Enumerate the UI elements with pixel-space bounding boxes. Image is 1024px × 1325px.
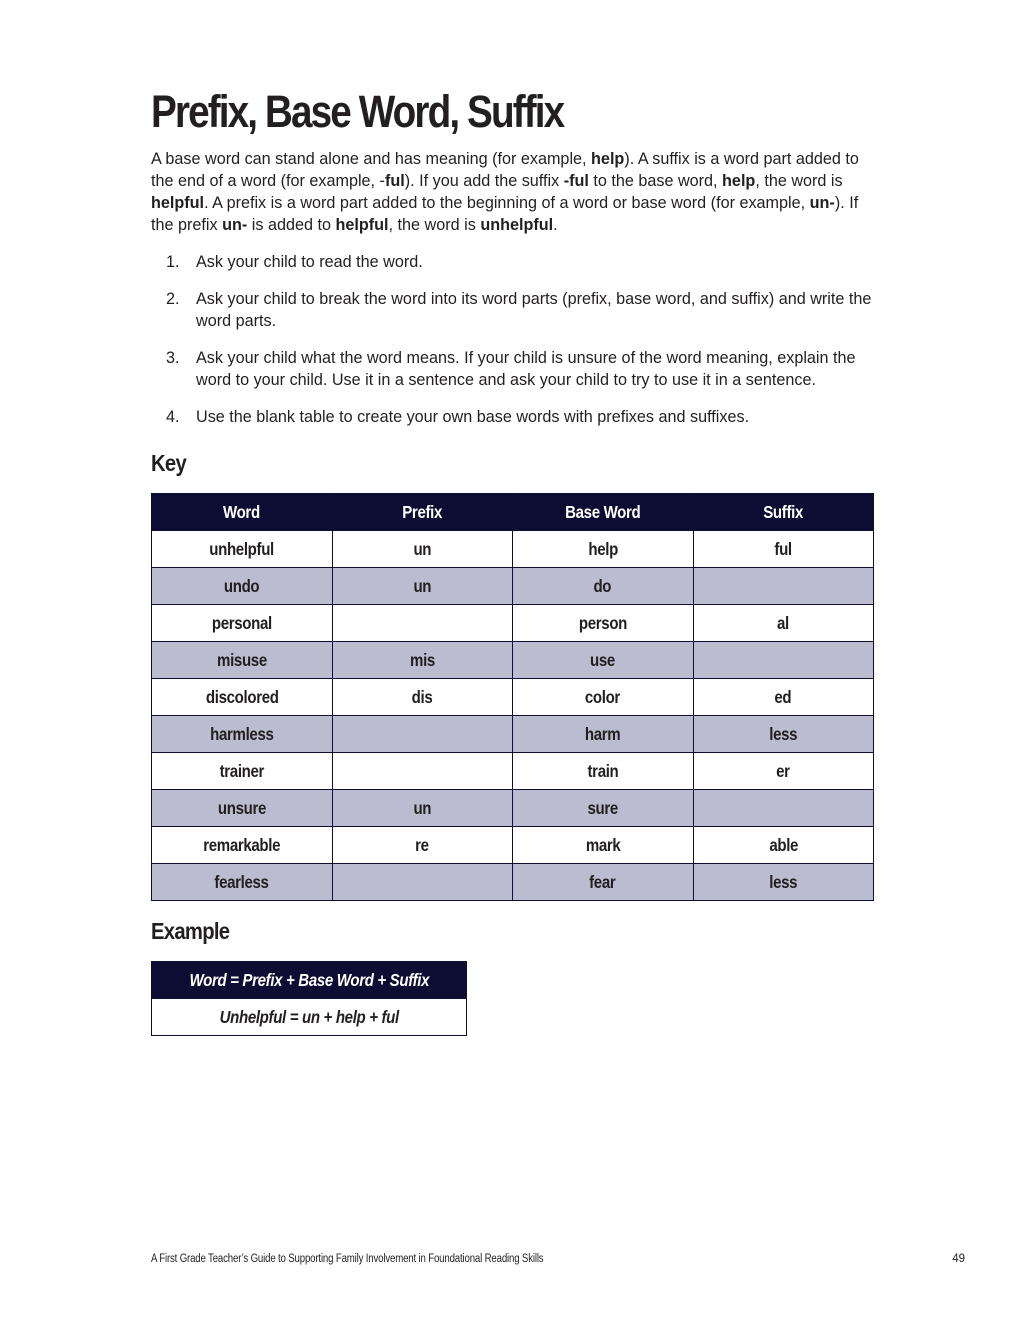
header-prefix	[332, 494, 513, 531]
table-row	[152, 753, 874, 790]
cell-prefix	[332, 605, 513, 642]
key-table	[151, 493, 874, 901]
cell-text: trainer	[219, 760, 264, 781]
instruction-list	[151, 251, 874, 443]
cell-word	[152, 716, 333, 753]
list-item	[151, 406, 874, 428]
header-label: Suffix	[763, 501, 804, 522]
cell-base-word	[513, 605, 694, 642]
cell-prefix	[332, 679, 513, 716]
cell-text: harm	[585, 723, 621, 744]
cell-text: person	[578, 612, 627, 633]
intro-text: , the word is	[755, 172, 843, 190]
cell-suffix	[693, 753, 874, 790]
intro-text: ). If the prefix	[151, 194, 859, 234]
cell-suffix	[693, 790, 874, 827]
list-number: 2.	[166, 290, 180, 308]
cell-text: sure	[587, 797, 618, 818]
cell-word	[152, 531, 333, 568]
cell-word	[152, 679, 333, 716]
table-row	[152, 531, 874, 568]
cell-word	[152, 864, 333, 901]
cell-word	[152, 753, 333, 790]
example-instance	[152, 999, 467, 1036]
table-row	[152, 605, 874, 642]
cell-text: remarkable	[203, 834, 281, 855]
header-word	[152, 494, 333, 531]
cell-text: undo	[224, 575, 260, 596]
intro-bold: help	[591, 150, 625, 168]
cell-text: harmless	[210, 723, 274, 744]
footer-text: A First Grade Teacher’s Guide to Supporting Family Involvement in Foundational Reading Skills	[151, 1253, 544, 1265]
cell-base-word	[513, 790, 694, 827]
cell-text: al	[777, 612, 790, 633]
example-formula-text: Word = Prefix + Base Word + Suffix	[189, 969, 429, 990]
cell-base-word	[513, 827, 694, 864]
cell-base-word	[513, 642, 694, 679]
cell-prefix	[332, 753, 513, 790]
example-table	[151, 961, 467, 1036]
intro-bold: un-	[809, 194, 835, 212]
cell-text: color	[585, 686, 621, 707]
list-text: Ask your child to read the word.	[196, 253, 423, 271]
example-formula	[152, 962, 467, 999]
cell-word	[152, 568, 333, 605]
cell-text: do	[593, 575, 612, 596]
cell-text: discolored	[205, 686, 279, 707]
intro-bold: helpful	[151, 194, 205, 212]
intro-text: ). A suffix is a word part added to the end of a word (for example, -	[151, 150, 859, 190]
cell-suffix	[693, 531, 874, 568]
intro-bold: unhelpful	[480, 216, 554, 234]
cell-word	[152, 790, 333, 827]
cell-suffix	[693, 642, 874, 679]
cell-text: fear	[589, 871, 616, 892]
cell-text: ful	[774, 538, 792, 559]
cell-prefix	[332, 642, 513, 679]
cell-text: mis	[409, 649, 435, 670]
cell-text: dis	[411, 686, 433, 707]
cell-suffix	[693, 605, 874, 642]
cell-text: un	[413, 538, 432, 559]
cell-text: help	[587, 538, 618, 559]
header-base-word	[513, 494, 694, 531]
page-title: Prefix, Base Word, Suffix	[151, 86, 564, 137]
table-row	[152, 827, 874, 864]
list-text: Ask your child what the word means. If your child is unsure of the word meaning, explain the word to your child. Use it in a sentence and ask your child to try to use it in a sentence.	[196, 349, 856, 389]
cell-suffix	[693, 716, 874, 753]
cell-text: use	[590, 649, 616, 670]
cell-prefix	[332, 864, 513, 901]
list-item	[151, 288, 874, 332]
cell-prefix	[332, 568, 513, 605]
cell-word	[152, 605, 333, 642]
cell-suffix	[693, 864, 874, 901]
intro-bold: -ful	[563, 172, 589, 190]
cell-base-word	[513, 864, 694, 901]
list-number: 4.	[166, 408, 180, 426]
cell-suffix	[693, 827, 874, 864]
header-label: Prefix	[402, 501, 443, 522]
cell-text: un	[413, 797, 432, 818]
example-heading: Example	[151, 918, 230, 944]
cell-prefix	[332, 827, 513, 864]
table-row	[152, 716, 874, 753]
cell-text: train	[587, 760, 619, 781]
list-number: 3.	[166, 349, 180, 367]
example-instance-text: Unhelpful = un + help + ful	[219, 1006, 399, 1027]
cell-text: able	[768, 834, 798, 855]
cell-base-word	[513, 531, 694, 568]
list-text: Ask your child to break the word into its word parts (prefix, base word, and suffix) and write the word parts.	[196, 290, 872, 330]
list-text: Use the blank table to create your own base words with prefixes and suffixes.	[196, 408, 750, 426]
intro-text: A base word can stand alone and has meaning (for example,	[151, 150, 592, 168]
intro-text: ). If you add the suffix	[404, 172, 564, 190]
cell-text: misuse	[216, 649, 267, 670]
cell-text: un	[413, 575, 432, 596]
intro-bold: help	[722, 172, 756, 190]
intro-text: . A prefix is a word part added to the beginning of a word or base word (for example,	[204, 194, 810, 212]
cell-text: less	[769, 871, 798, 892]
cell-prefix	[332, 531, 513, 568]
table-row	[152, 568, 874, 605]
cell-text: personal	[211, 612, 272, 633]
header-label: Word	[223, 501, 261, 522]
example-row	[152, 999, 467, 1036]
cell-base-word	[513, 568, 694, 605]
page-number: 49	[952, 1253, 965, 1265]
cell-text: ed	[774, 686, 792, 707]
intro-text: to the base word,	[588, 172, 723, 190]
cell-word	[152, 642, 333, 679]
cell-word	[152, 827, 333, 864]
table-header-row	[152, 494, 874, 531]
cell-text: fearless	[214, 871, 269, 892]
intro-bold: un-	[222, 216, 248, 234]
intro-text: , the word is	[388, 216, 481, 234]
cell-prefix	[332, 716, 513, 753]
cell-suffix	[693, 568, 874, 605]
intro-bold: ful	[384, 172, 405, 190]
cell-text: mark	[585, 834, 621, 855]
cell-base-word	[513, 716, 694, 753]
header-label: Base Word	[565, 501, 641, 522]
table-row	[152, 864, 874, 901]
key-heading: Key	[151, 450, 187, 476]
intro-bold: helpful	[335, 216, 389, 234]
cell-base-word	[513, 679, 694, 716]
list-item	[151, 251, 874, 273]
page-footer	[151, 1251, 965, 1267]
cell-suffix	[693, 679, 874, 716]
cell-prefix	[332, 790, 513, 827]
cell-text: re	[415, 834, 430, 855]
header-suffix	[693, 494, 874, 531]
list-item	[151, 347, 874, 391]
example-header-row	[152, 962, 467, 999]
intro-text: .	[553, 216, 558, 234]
table-row	[152, 790, 874, 827]
cell-base-word	[513, 753, 694, 790]
cell-text: unsure	[217, 797, 266, 818]
cell-text: unhelpful	[209, 538, 275, 559]
intro-paragraph	[151, 148, 874, 236]
table-row	[152, 642, 874, 679]
cell-text: er	[776, 760, 791, 781]
intro-text: is added to	[247, 216, 336, 234]
cell-text: less	[769, 723, 798, 744]
list-number: 1.	[166, 253, 180, 271]
table-row	[152, 679, 874, 716]
